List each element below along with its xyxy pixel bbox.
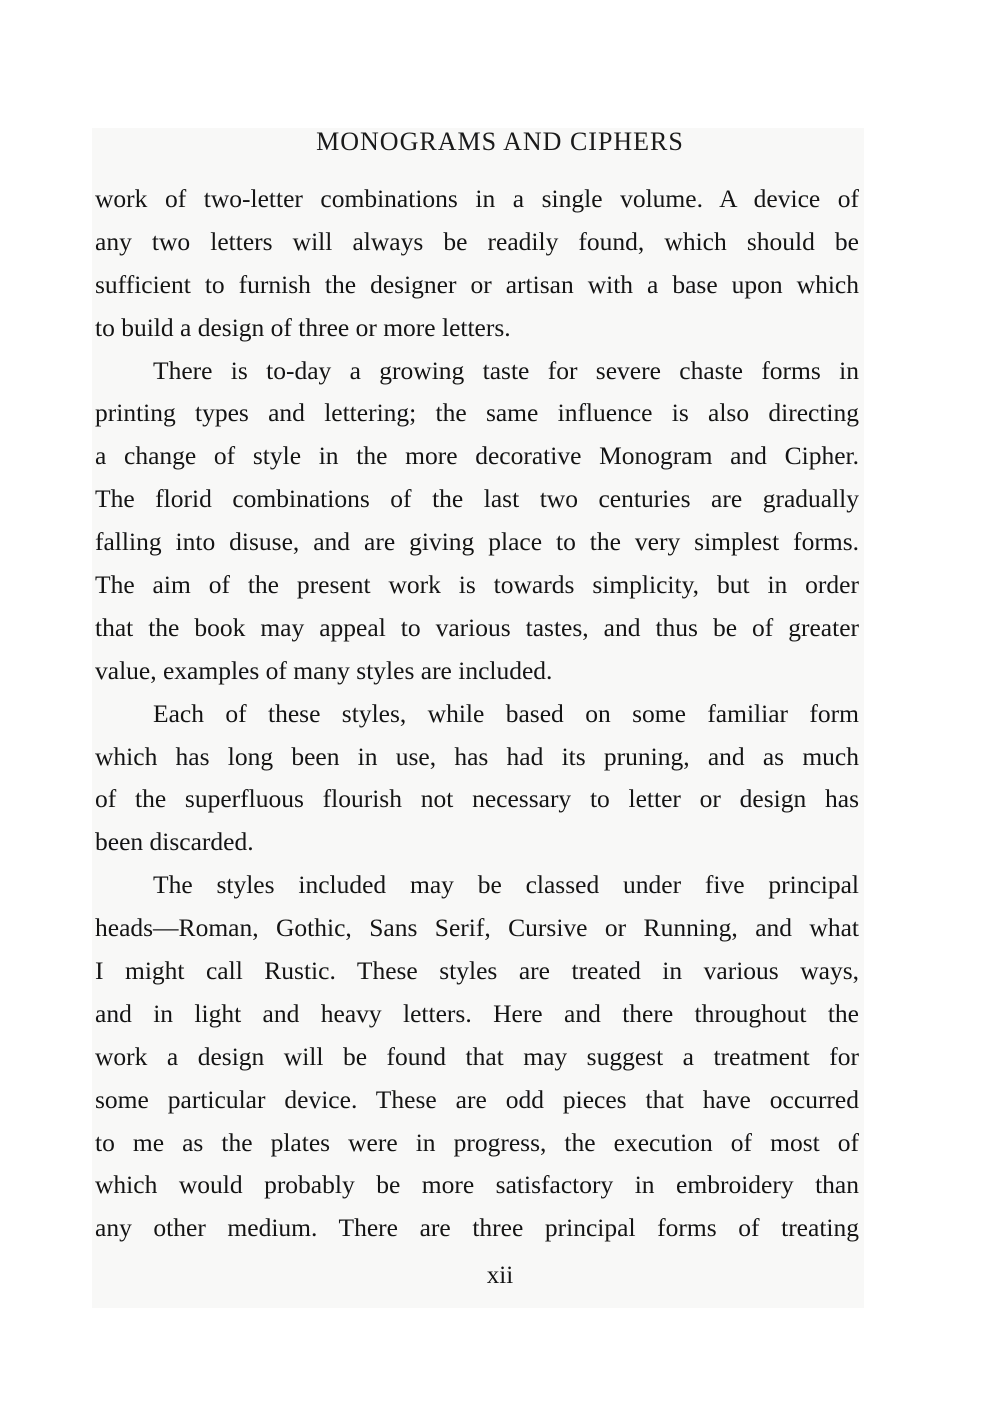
text-line: value, examples of many styles are included. — [95, 655, 553, 685]
text-line: some particular device. These are odd pieces that have occurred — [95, 1084, 859, 1114]
text-line: The styles included may be classed under five principal — [153, 870, 859, 900]
running-head: MONOGRAMS AND CIPHERS — [316, 127, 684, 156]
paragraph-3 — [95, 693, 859, 865]
text-line: There is to-day a growing taste for severe chaste forms in — [153, 355, 859, 385]
paragraph-4 — [95, 864, 859, 1250]
text-line: falling into disuse, and are giving place to the very simplest forms. — [95, 527, 859, 557]
text-line: Each of these styles, while based on some familiar form — [153, 698, 859, 728]
text-line: The aim of the present work is towards simplicity, but in order — [95, 570, 859, 600]
text-line: printing types and lettering; the same influence is also directing — [95, 398, 859, 428]
text-line: been discarded. — [95, 827, 254, 857]
text-line: work of two-letter combinations in a single volume. A device of — [95, 184, 859, 213]
paragraph-2 — [95, 350, 859, 693]
text-line: The florid combinations of the last two centuries are gradually — [95, 484, 859, 514]
body-text — [95, 178, 859, 1250]
text-line: any other medium. There are three principal forms of treating — [95, 1213, 859, 1243]
page-number: xii — [486, 1262, 514, 1289]
text-line: I might call Rustic. These styles are treated in various ways, — [95, 956, 859, 986]
text-line: which would probably be more satisfactory in embroidery than — [95, 1170, 859, 1200]
text-line: work a design will be found that may suggest a treatment for — [95, 1041, 859, 1071]
text-line: of the superfluous flourish not necessary to letter or design has — [95, 784, 859, 814]
text-line: heads—Roman, Gothic, Sans Serif, Cursive or Running, and what — [95, 913, 859, 943]
text-line: to me as the plates were in progress, the execution of most of — [95, 1127, 859, 1157]
text-line: sufficient to furnish the designer or artisan with a base upon which — [95, 269, 859, 299]
text-line: any two letters will always be readily found, which should be — [95, 226, 859, 256]
text-line: a change of style in the more decorative Monogram and Cipher. — [95, 441, 859, 471]
text-line: to build a design of three or more letters. — [95, 312, 511, 342]
text-line: and in light and heavy letters. Here and there throughout the — [95, 998, 859, 1028]
text-line: which has long been in use, has had its pruning, and as much — [95, 741, 859, 771]
text-line: that the book may appeal to various tastes, and thus be of greater — [95, 612, 859, 642]
paragraph-1 — [95, 178, 859, 350]
